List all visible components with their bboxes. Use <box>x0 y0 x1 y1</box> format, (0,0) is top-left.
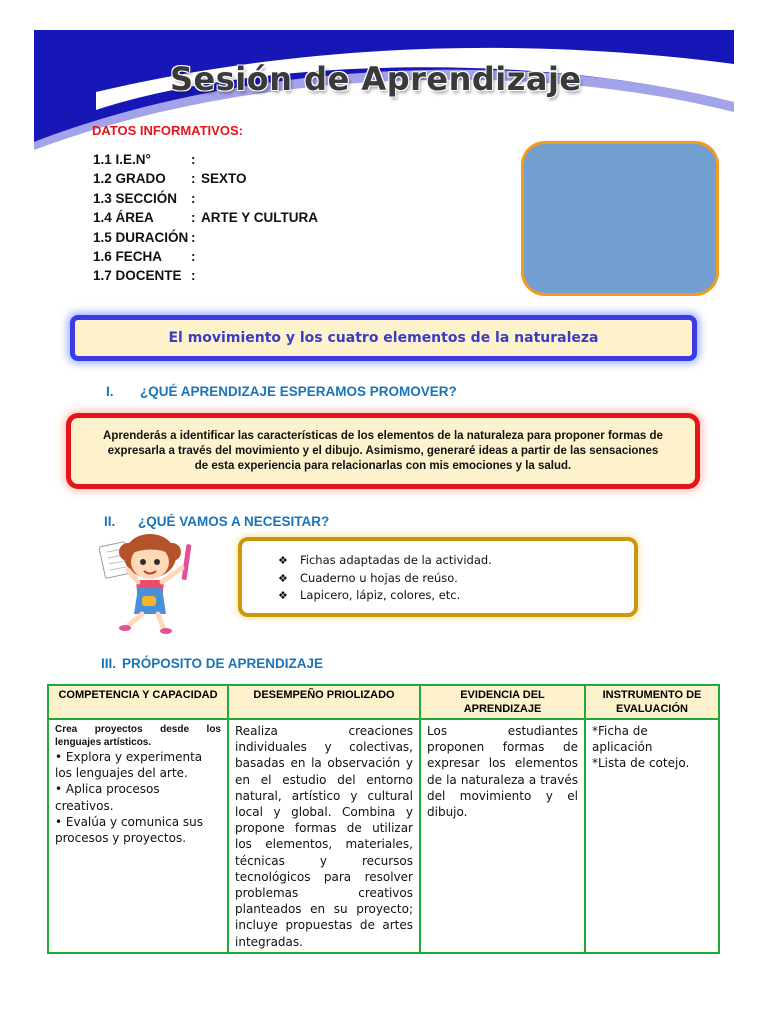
table-row <box>48 719 719 953</box>
need-item <box>278 552 634 570</box>
info-colon: : <box>191 171 196 187</box>
evidencia-cell: Los estudiantes proponen formas de expresar los elementos de la naturaleza a través del movimiento y el dibujo. <box>420 719 585 953</box>
info-colon: : <box>191 229 196 245</box>
info-colon: : <box>191 268 196 284</box>
girl-illustration <box>98 530 204 636</box>
competencia-cell <box>48 719 228 953</box>
desempeno-cell: Realiza creaciones individuales y colectivas, basadas en la observación y en el estudio del entorno natural, artístico y cultural local y global. Combina y propone formas de utilizar los elementos, materiales, técnicas y recursos tecnológicos para resolver problemas creativos planteados en su proyecto; incluye propuestas de artes integradas. <box>228 719 420 953</box>
info-row-fecha <box>93 249 423 268</box>
needs-box <box>238 537 638 617</box>
info-colon: : <box>191 190 196 206</box>
need-item-text: Cuaderno u hojas de reúso. <box>300 570 458 585</box>
datos-heading: DATOS INFORMATIVOS: <box>92 123 243 138</box>
section-2-heading <box>104 514 329 529</box>
info-label: 1.2 GRADO <box>93 171 166 187</box>
section-number: II. <box>104 514 116 529</box>
info-row-ie <box>93 152 423 171</box>
capacidad-item: • Evalúa y comunica sus procesos y proyectos. <box>55 814 204 846</box>
section-1-heading <box>106 384 457 399</box>
info-colon: : <box>191 248 196 264</box>
info-label: 1.4 ÁREA <box>93 210 154 226</box>
info-row-grado <box>93 171 423 190</box>
info-row-docente <box>93 268 423 287</box>
info-label: 1.7 DOCENTE <box>93 268 182 284</box>
need-item-text: Fichas adaptadas de la actividad. <box>300 553 492 567</box>
diamond-bullet-icon: ❖ <box>278 571 288 585</box>
info-row-duracion <box>93 230 423 249</box>
info-label: 1.3 SECCIÓN <box>93 190 178 206</box>
theme-title: El movimiento y los cuatro elementos de la naturaleza <box>168 330 599 346</box>
instrumento-item: *Ficha de aplicación <box>592 724 653 755</box>
need-item-text: Lapicero, lápiz, colores, etc. <box>300 588 461 602</box>
column-header: COMPETENCIA Y CAPACIDAD <box>48 685 228 719</box>
info-row-seccion <box>93 191 423 210</box>
purpose-table <box>47 684 720 954</box>
theme-box <box>70 315 697 361</box>
info-label: 1.6 FECHA <box>93 248 163 264</box>
competencia-title: Crea proyectos desde los lenguajes artísticos. <box>55 724 221 748</box>
capacidad-item: • Explora y experimenta los lenguajes del arte. <box>55 750 203 781</box>
table-header-row <box>48 685 719 719</box>
instrumento-item: *Lista de cotejo. <box>592 756 690 771</box>
section-3-heading <box>101 656 323 671</box>
section-title: ¿QUÉ VAMOS A NECESITAR? <box>138 514 330 529</box>
info-row-area <box>93 210 423 229</box>
section-number: I. <box>106 384 114 399</box>
section-title: PRÓPOSITO DE APRENDIZAJE <box>122 656 324 671</box>
diamond-bullet-icon: ❖ <box>278 589 288 602</box>
capacidad-item: • Aplica procesos creativos. <box>55 782 160 813</box>
learning-text: Aprenderás a identificar las características de los elementos de la naturaleza para proponer formas de expresarla a través del movimiento y el dibujo. Asimismo, generaré ideas a partir de las sensaciones de esta experiencia para relacionarlas con mis emociones y la salud. <box>103 429 663 472</box>
diamond-bullet-icon: ❖ <box>278 554 288 567</box>
column-header: DESEMPEÑO PRIOLIZADO <box>228 685 420 719</box>
photo-placeholder <box>521 141 719 296</box>
column-header: EVIDENCIA DEL APRENDIZAJE <box>420 685 585 719</box>
need-item <box>278 587 634 605</box>
info-label: 1.5 DURACIÓN <box>93 229 189 245</box>
info-value: SEXTO <box>201 171 247 187</box>
info-colon: : <box>191 210 196 226</box>
column-header: INSTRUMENTO DE EVALUACIÓN <box>585 685 719 719</box>
need-item <box>278 570 634 588</box>
instrumento-cell <box>585 719 719 953</box>
info-label: 1.1 I.E.N° <box>93 152 151 167</box>
info-list <box>93 152 423 288</box>
info-colon: : <box>191 152 196 167</box>
info-value: ARTE Y CULTURA <box>201 210 319 226</box>
section-title: ¿QUÉ APRENDIZAJE ESPERAMOS PROMOVER? <box>140 384 457 399</box>
learning-box <box>66 413 700 489</box>
page-title: Sesión de Aprendizaje <box>170 60 582 98</box>
section-number: III. <box>101 656 117 671</box>
